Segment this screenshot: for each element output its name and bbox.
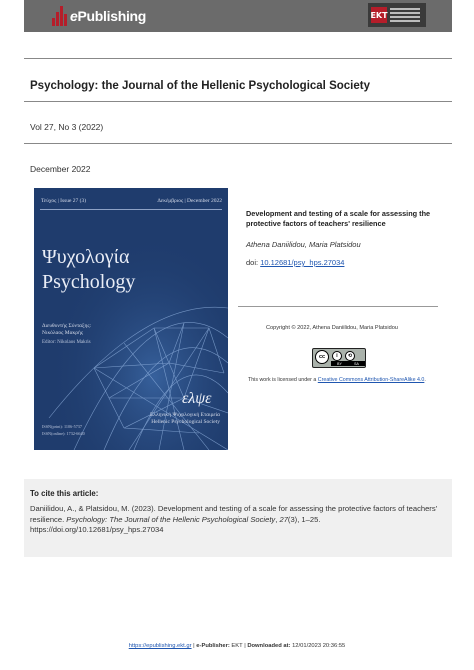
cover-editor-en: Editor: Nikolaos Makris: [42, 340, 91, 345]
logo-bars-icon: [52, 6, 68, 26]
cover-title-latin: Psychology: [42, 271, 136, 293]
article-doi: [246, 258, 344, 267]
share-alike-icon: ⟲: [345, 351, 355, 361]
header-bar: [24, 0, 452, 32]
epublishing-logo[interactable]: [52, 5, 146, 27]
cc-icon: cc: [315, 350, 329, 364]
article-authors: Athena Daniilidou, Maria Platsidou: [246, 240, 361, 249]
society-name-en: Hellenic Psychological Society: [151, 419, 220, 425]
publisher-label: e-Publisher:: [196, 643, 230, 649]
ekt-logo-mark: EKT: [371, 7, 387, 23]
cc-by-sa-badge[interactable]: [312, 348, 366, 368]
divider: [24, 58, 452, 59]
issue-date: December 2022: [30, 164, 91, 174]
society-name-greek: Ελληνική Ψυχολογική Εταιρεία: [149, 412, 220, 418]
cover-title-greek: Ψυχολογία: [42, 246, 130, 268]
cover-divider: [40, 209, 222, 210]
issn-online: ISSN(online): 1732-6640: [42, 431, 85, 436]
doi-label: doi:: [246, 258, 259, 267]
society-logo: ελψε: [182, 390, 212, 407]
copyright-notice: Copyright © 2022, Athena Daniilidou, Maria Platsidou: [266, 325, 398, 331]
footer-link[interactable]: https://epublishing.ekt.gr: [128, 643, 192, 649]
issn-print: ISSN(print): 1106-5737: [42, 424, 82, 429]
journal-cover: [34, 188, 228, 450]
attribution-icon: i: [332, 351, 342, 361]
geodesic-dome-graphic: [34, 188, 228, 450]
journal-title: Psychology: the Journal of the Hellenic Psychological Society: [30, 80, 370, 92]
license-notice: This work is licensed under a Creative Commons Attribution-ShareAlike 4.0.: [248, 377, 426, 383]
cover-editor-name: Νικόλαος Μακρής: [42, 330, 84, 336]
divider: [24, 101, 452, 102]
citation-heading: To cite this article:: [30, 489, 99, 498]
citation-text: Daniilidou, A., & Platsidou, M. (2023). Development and testing of a scale for assessing the protective factors of teachers' resilience. Psychology: The Journal of the Hellenic Psychological Society, 27(3), 1–25. https://doi.org/10.12681/psy_hps.27034: [30, 504, 438, 534]
doi-link[interactable]: 10.12681/psy_hps.27034: [260, 258, 345, 267]
journal-volume: Vol 27, No 3 (2022): [30, 122, 104, 132]
ekt-logo-text-lines: [390, 8, 420, 22]
divider: [24, 143, 452, 144]
ekt-logo[interactable]: [368, 3, 426, 27]
divider: [238, 306, 438, 307]
license-link[interactable]: Creative Commons Attribution-ShareAlike 4.0: [317, 377, 425, 383]
footer: https://epublishing.ekt.gr | e-Publisher: EKT | Downloaded at: 12/01/2023 20:36:55: [128, 643, 346, 649]
cover-date: Δεκέμβριος | December 2022: [157, 198, 222, 204]
article-title: Development and testing of a scale for assessing the protective factors of teachers' resilience: [246, 209, 431, 228]
downloaded-label: Downloaded at:: [247, 643, 291, 649]
cover-editor-label: Διευθυντής Σύνταξης:: [42, 323, 92, 329]
logo-text: ePublishing: [70, 8, 147, 24]
cc-badge-strip: BY SA: [331, 361, 365, 366]
cover-issue: Τεύχος | Issue 27 (3): [41, 198, 87, 204]
